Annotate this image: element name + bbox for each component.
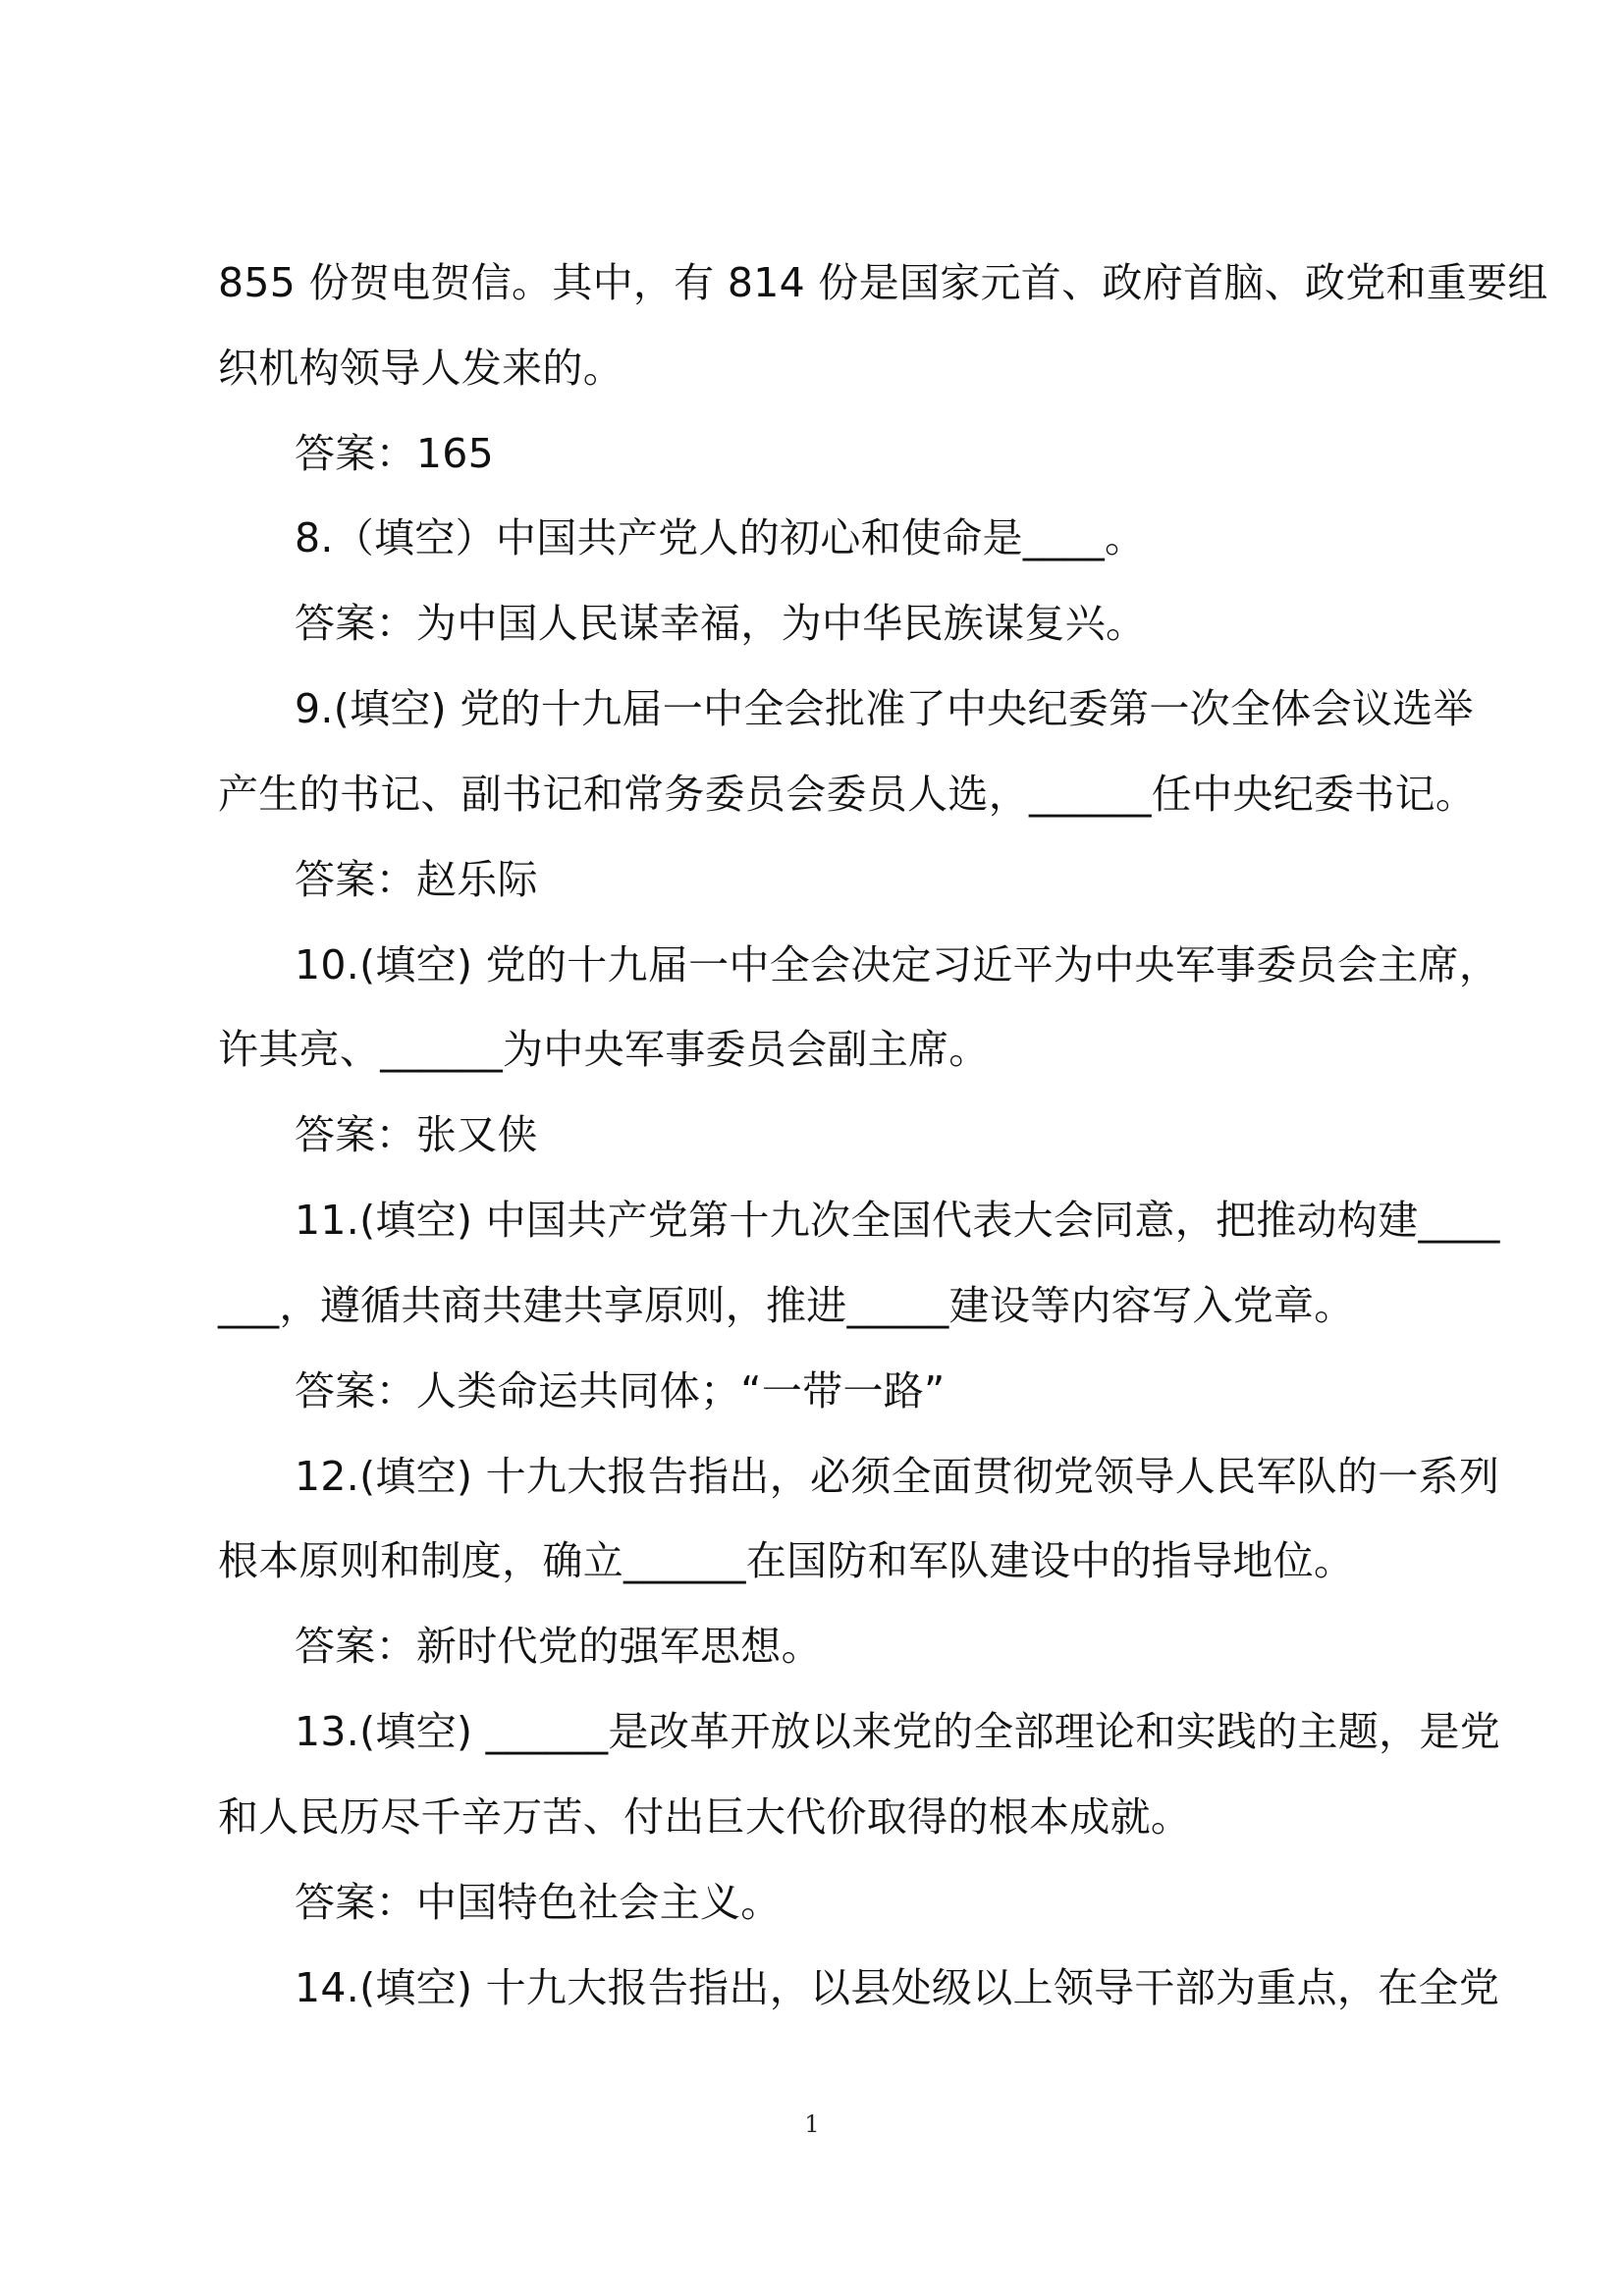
question-14: 14.(填空) 十九大报告指出，以县处级以上领导干部为重点，在全党 xyxy=(295,1964,1500,2011)
question-12: 12.(填空) 十九大报告指出，必须全面贯彻党领导人民军队的一系列 xyxy=(295,1453,1500,1500)
answer-line-13: 答案：中国特色社会主义。 xyxy=(295,1879,782,1926)
text-line-2: 织机构领导人发来的。 xyxy=(218,345,623,392)
answer-line-8: 答案：为中国人民谋幸福，为中华民族谋复兴。 xyxy=(295,600,1147,647)
question-9-continued: 产生的书记、副书记和常务委员会委员人选，______任中央纪委书记。 xyxy=(218,771,1477,818)
question-13-continued: 和人民历尽千辛万苦、付出巨大代价取得的根本成就。 xyxy=(218,1793,1192,1841)
question-11-continued: ___，遵循共商共建共享原则，推进_____建设等内容写入党章。 xyxy=(218,1282,1355,1329)
answer-line-10: 答案：张又侠 xyxy=(295,1111,538,1158)
answer-line-9: 答案：赵乐际 xyxy=(295,856,538,903)
question-8: 8.（填空）中国共产党人的初心和使命是____。 xyxy=(295,514,1146,561)
question-10: 10.(填空) 党的十九届一中全会决定习近平为中央军事委员会主席， xyxy=(295,941,1500,988)
text-line-1: 855 份贺电贺信。其中，有 814 份是国家元首、政府首脑、政党和重要组 xyxy=(218,259,1548,306)
question-10-continued: 许其亮、______为中央军事委员会副主席。 xyxy=(218,1026,990,1073)
answer-line-7: 答案：165 xyxy=(295,430,495,477)
question-12-continued: 根本原则和制度，确立______在国防和军队建设中的指导地位。 xyxy=(218,1537,1355,1584)
question-11: 11.(填空) 中国共产党第十九次全国代表大会同意，把推动构建____ xyxy=(295,1197,1500,1244)
question-13: 13.(填空) ______是改革开放以来党的全部理论和实践的主题，是党 xyxy=(295,1708,1501,1755)
answer-line-11: 答案：人类命运共同体；“一带一路” xyxy=(295,1367,946,1415)
page-number: 1 xyxy=(804,2110,820,2138)
answer-line-12: 答案：新时代党的强军思想。 xyxy=(295,1623,822,1670)
question-9: 9.(填空) 党的十九届一中全会批准了中央纪委第一次全体会议选举 xyxy=(295,685,1474,732)
